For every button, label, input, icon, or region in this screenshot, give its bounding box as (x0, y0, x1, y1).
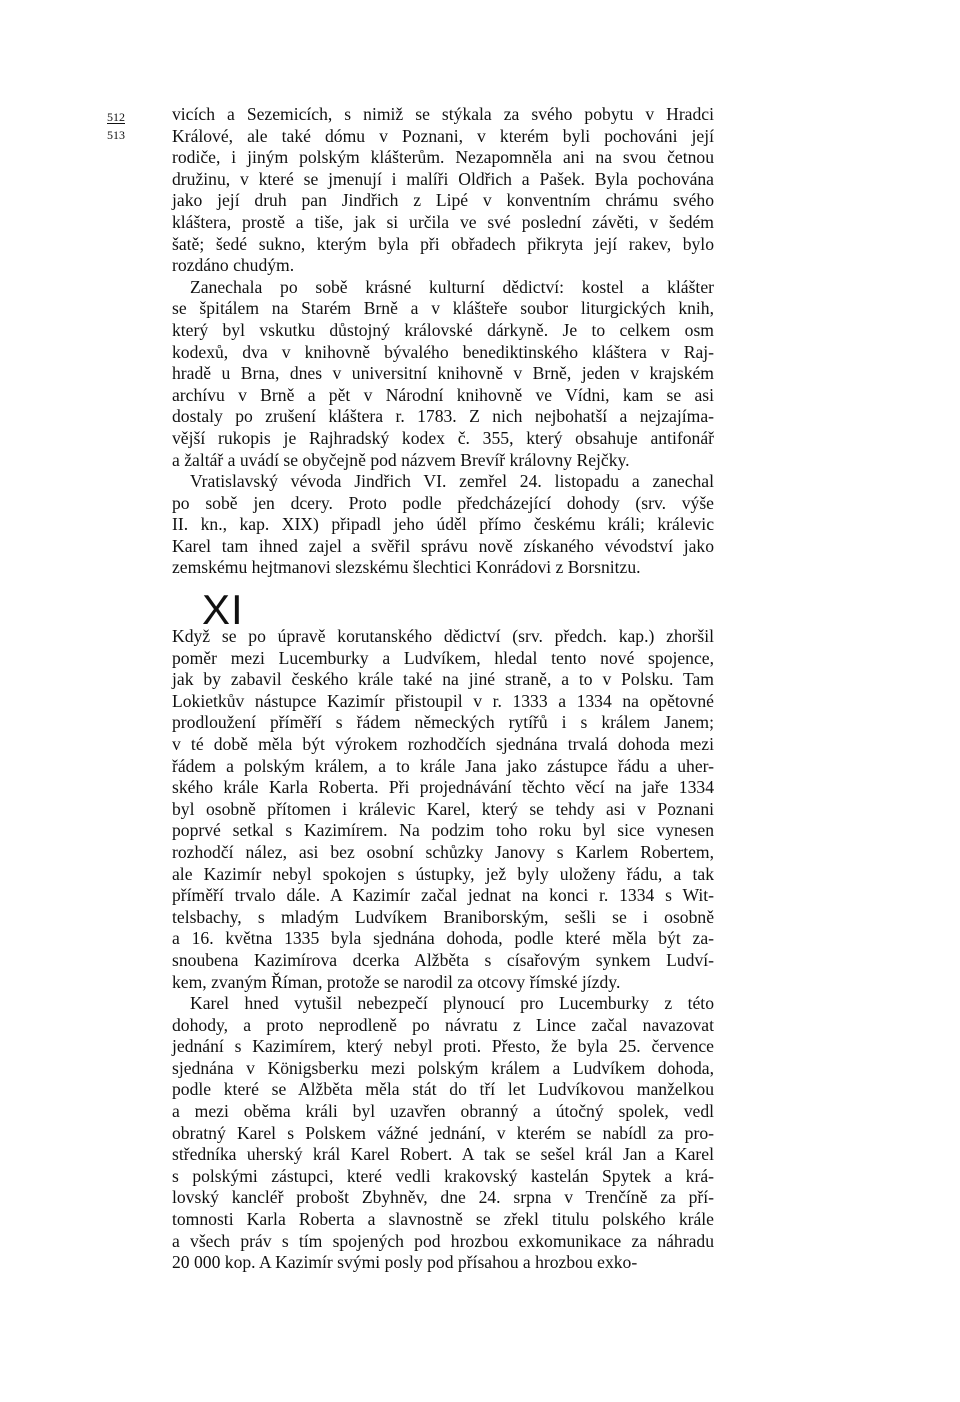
text-line: řádem a polským králem, a to krále Jana jako zástupce řádu a uher- (172, 755, 714, 776)
text-line: snoubena Kazimírova dcerka Alžběta s císařovým synkem Ludví- (172, 949, 714, 970)
text-line: rozdáno chudým. (172, 255, 295, 276)
text-line: dohody, a proto neprodleně po návratu z Lince začal navazovat (172, 1014, 714, 1035)
text-line: dostaly po zrušení kláštera r. 1783. Z nich nejbohatší a nejzajíma- (172, 406, 714, 427)
text-line: kem, zvaným Říman, protože se narodil za otcovy římské jízdy. (172, 971, 621, 992)
text-line: se špitálem na Starém Brně a v klášteře soubor liturgických knih, (172, 298, 714, 319)
text-line: prodloužení příměří s řádem německých rytířů i s králem Janem; (172, 712, 714, 733)
text-line: příměří trvalo dále. A Kazimír začal jednat na konci r. 1334 s Wit- (172, 885, 714, 906)
text-line: tomnosti Karla Roberta a slavnostně se zřekl titulu polského krále (172, 1209, 714, 1230)
text-line: Karel hned vytušil nebezpečí plynoucí pro Lucemburky z této (190, 993, 714, 1014)
text-line: Zanechala po sobě krásné kulturní dědictví: kostel a klášter (190, 276, 714, 297)
text-line: archívu v Brně a pět v Národní knihovně ve Vídni, kam se asi (172, 384, 714, 405)
text-line: středníka uherský král Karel Robert. A tak se sešel král Jan a Karel (172, 1144, 714, 1165)
text-line: jednání s Kazimírem, který nebyl proti. Přesto, že byla 25. července (172, 1036, 714, 1057)
text-line: podle které se Alžběta měla stát do tří let Ludvíkovou manželkou (172, 1079, 714, 1100)
text-line: obratný Karel s Polskem vážné jednání, v kterém se nabídl za pro- (172, 1122, 714, 1143)
text-line: ského krále Karla Roberta. Při projednávání těchto věcí na jaře 1334 (172, 777, 714, 798)
chapter-heading: XI (202, 586, 244, 633)
text-line: hradě u Brna, dnes v universitní knihovně v Brně, jeden v krajském (172, 363, 714, 384)
text-line: poprvé setkal s Kazimírem. Na podzim toho roku byl sice vynesen (172, 820, 714, 841)
text-line: byl osobně přítomen i králevic Karel, který se tehdy asi v Poznani (172, 798, 714, 819)
text-line: Lokietkův nástupce Kazimír přistoupil v r. 1333 a 1334 na opětovné (172, 690, 714, 711)
text-line: jako její druh pan Jindřich z Lipé v konventním chrámu svého (172, 190, 714, 211)
text-column-bottom (172, 626, 714, 1274)
text-line: a 16. května 1335 byla sjednána dohoda, podle které měla být za- (172, 928, 714, 949)
paragraph (172, 993, 714, 1274)
text-line: II. kn., kap. XIX) připadl jeho úděl přímo českému králi; králevic (172, 514, 714, 535)
text-column-top (172, 104, 714, 579)
text-line: a všech práv s tím spojených pod hrozbou exkomunikace za náhradu (172, 1230, 714, 1251)
text-line: a mezi oběma králi byl uzavřen obranný a útočný spolek, vedl (172, 1101, 714, 1122)
text-line: poměr mezi Lucemburky a Ludvíkem, hledal tento nové spojence, (172, 647, 714, 668)
text-line: s polskými zástupci, které vedli krakovský kastelán Spytek a krá- (172, 1165, 714, 1186)
text-line: rozhodčí nález, asi bez osobní schůzky Janovy s Karlem Robertem, (172, 841, 714, 862)
text-line: kláštera, prostě a tiše, jak si určila ve své poslední závěti, v šedém (172, 211, 714, 232)
text-line: rodiče, i jiným polským klášterům. Nezapomněla ani na svou četnou (172, 147, 714, 168)
text-line: Králové, ale také dómu v Poznani, v kterém byli pochováni její (172, 125, 714, 146)
text-line: sjednána v Königsberku mezi polským králem a Ludvíkem dohoda, (172, 1057, 714, 1078)
text-line: Když se po úpravě korutanského dědictví (srv. předch. kap.) zhoršil (172, 626, 714, 646)
paragraph (172, 471, 714, 579)
text-line: v té době měla být výrokem rozhodčích sjednána trvalá dohoda mezi (172, 733, 714, 754)
page-number-513: 513 (107, 128, 125, 142)
text-line: a žaltář a uvádí se obyčejně pod názvem Brevíř královny Rejčky. (172, 449, 630, 470)
margin-page-numbers (107, 108, 147, 144)
text-line: družinu, v které se jmenují i malíři Oldřich a Pašek. Byla pochována (172, 168, 714, 189)
text-line: lovský kancléř probošt Zbyhněv, dne 24. srpna v Trenčíně za pří- (172, 1187, 714, 1208)
text-line: kodexů, dva v knihovně bývalého benediktinského kláštera v Raj- (172, 341, 714, 362)
paragraph (172, 626, 714, 993)
text-line: ale Kazimír nebyl spokojen s ústupky, jež byly uloženy řádu, a tak (172, 863, 714, 884)
text-line: telsbachy, s mladým Ludvíkem Braniborským, sešli se i osobně (172, 906, 714, 927)
page-number-512: 512 (107, 110, 125, 124)
text-line: po sobě jen dcery. Proto podle předcházející dohody (srv. výše (172, 492, 714, 513)
text-line: jak by zabavil českého krále také na jiné straně, a to v Polsku. Tam (172, 669, 714, 690)
paragraph (172, 277, 714, 471)
text-line: 20 000 kop. A Kazimír svými posly pod přísahou a hrozbou exko- (172, 1252, 638, 1273)
text-line: vicích a Sezemicích, s nimiž se stýkala za svého pobytu v Hradci (172, 104, 714, 124)
text-line: šatě; šedé sukno, kterým byla při obřadech přikryta její rakev, bylo (172, 233, 714, 254)
text-line: který byl vskutku důstojný královské dárkyně. Je to celkem osm (172, 319, 714, 340)
paragraph (172, 104, 714, 277)
text-line: Karel tam ihned zajel a svěřil správu nově získaného vévodství jako (172, 535, 714, 556)
text-line: zemskému hejtmanovi slezskému šlechtici Konrádovi z Borsnitzu. (172, 557, 641, 578)
text-line: Vratislavský vévoda Jindřich VI. zemřel 24. listopadu a zanechal (190, 471, 714, 492)
text-line: vější rukopis je Rajhradský kodex č. 355, který obsahuje antifonář (172, 427, 714, 448)
